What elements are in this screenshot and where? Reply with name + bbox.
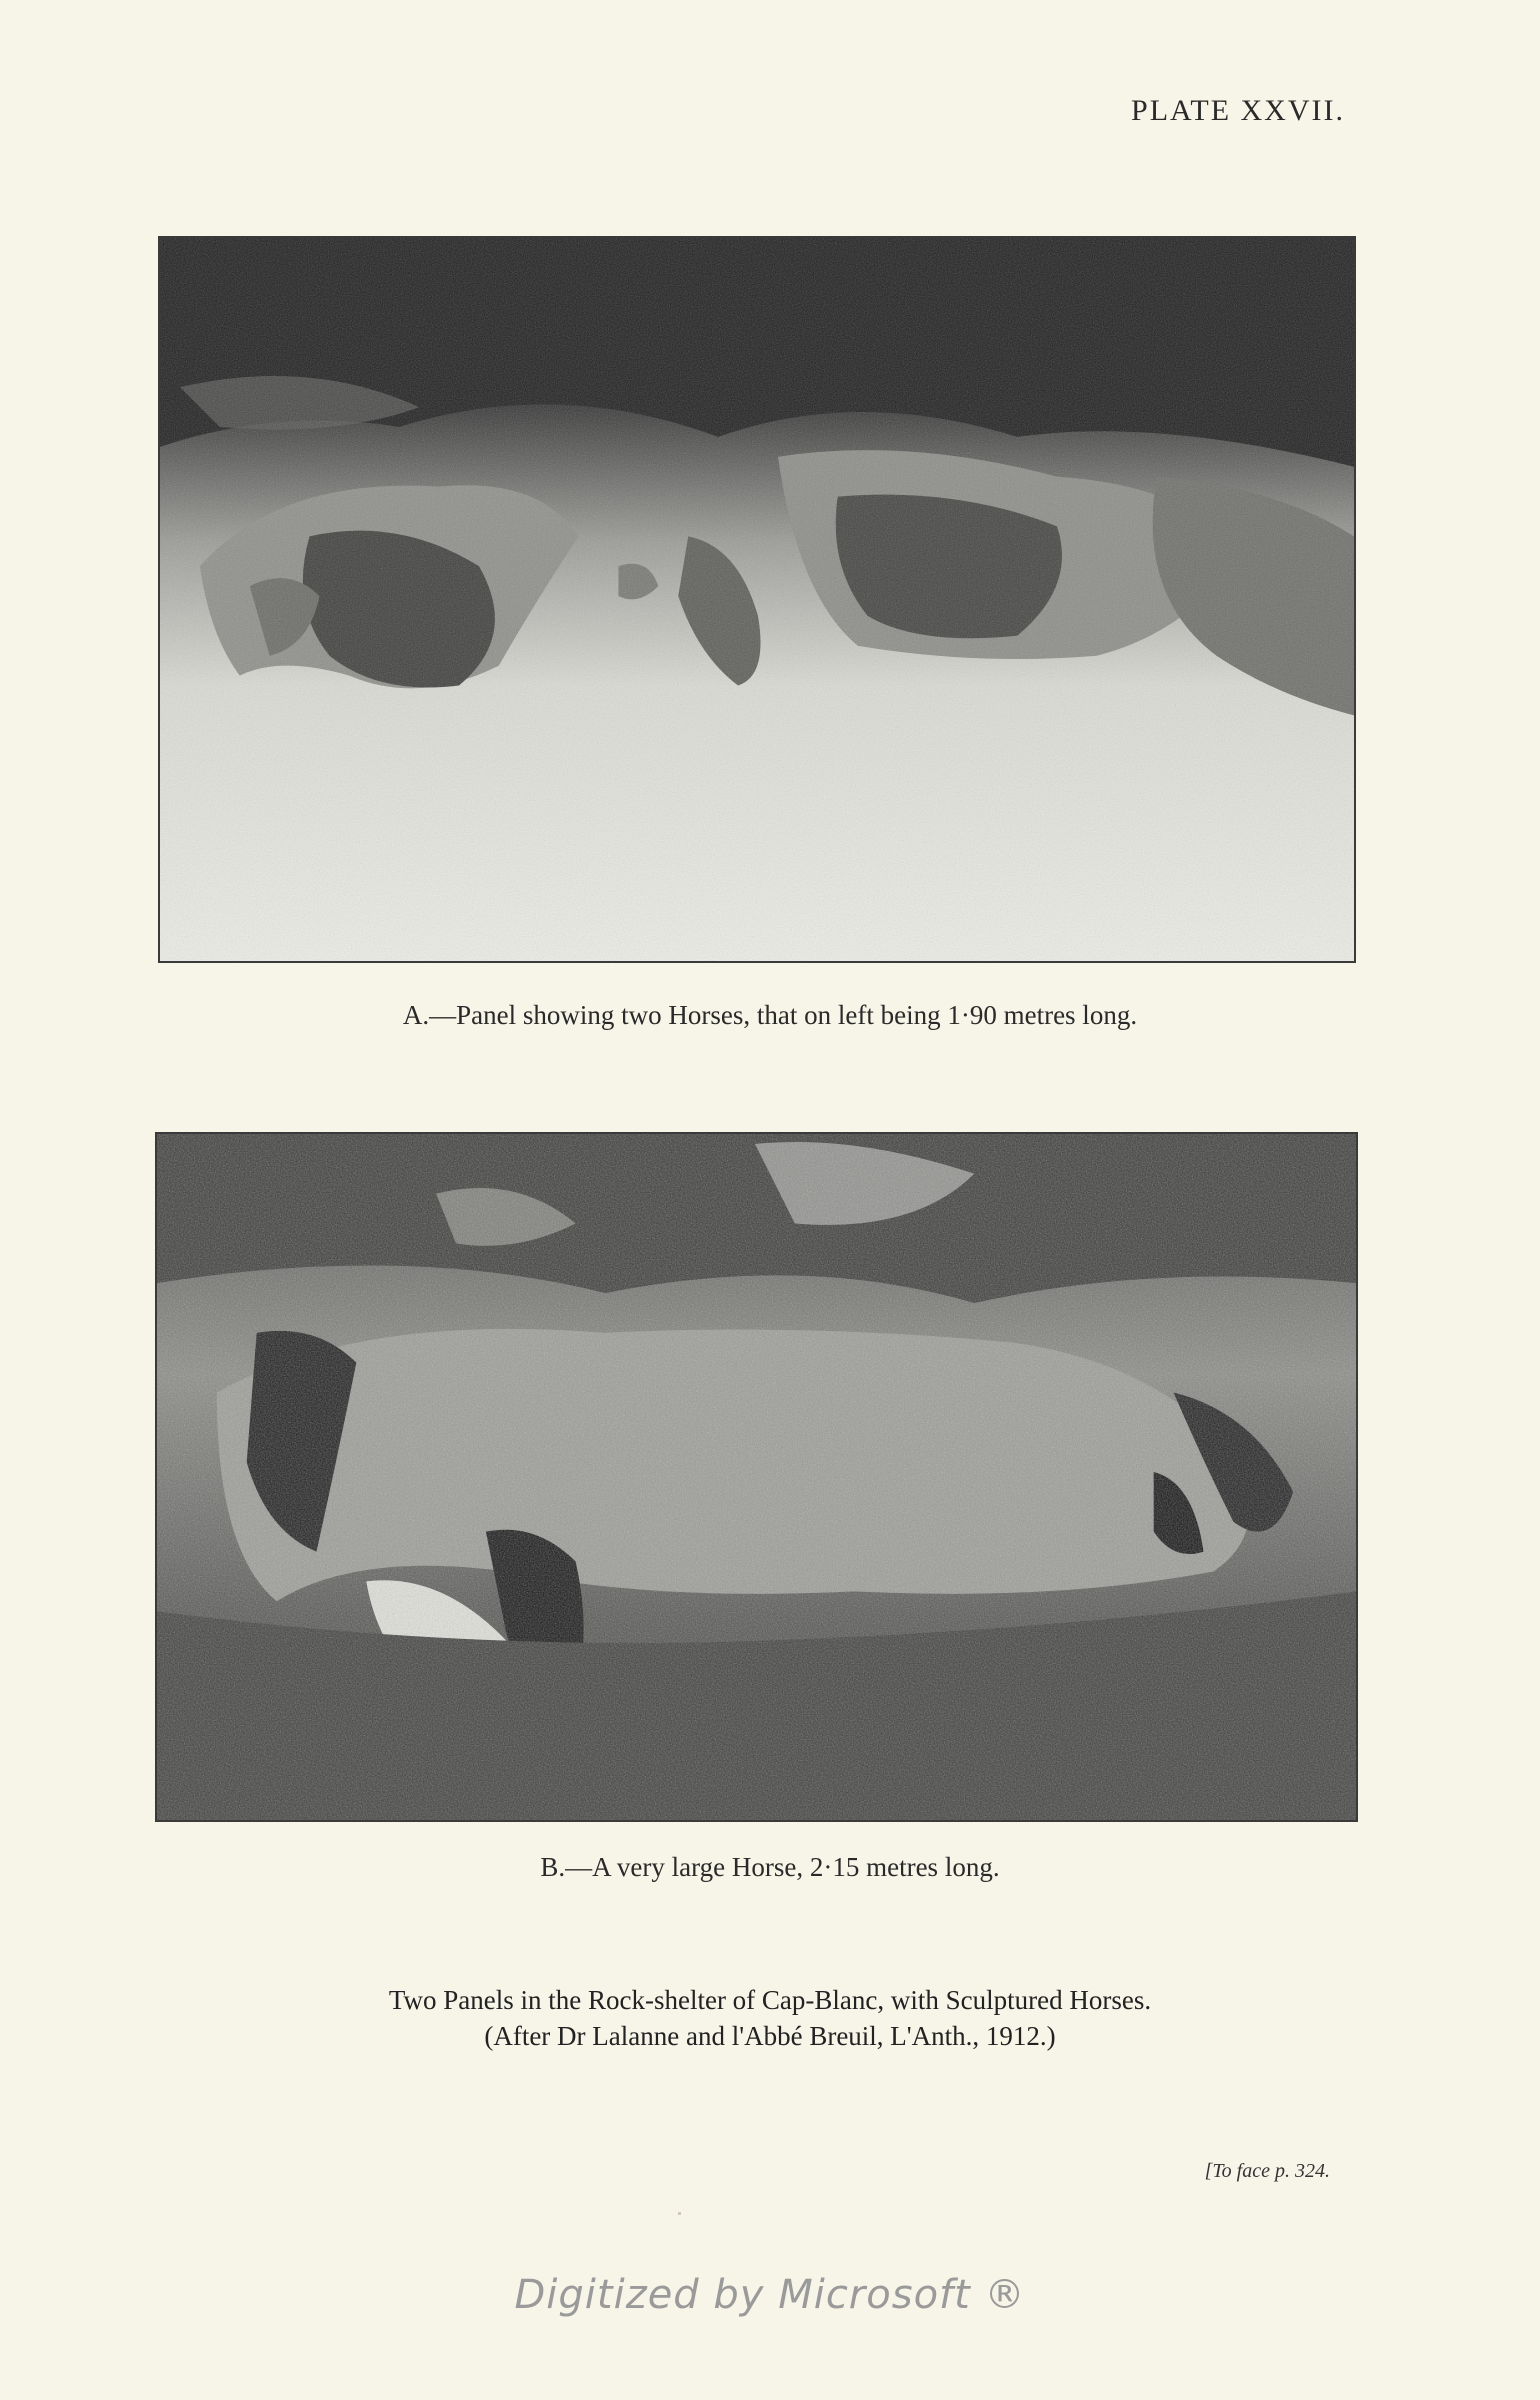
page-speck	[678, 2212, 681, 2215]
photo-b-image	[157, 1134, 1356, 1820]
plate-caption-line-1: Two Panels in the Rock-shelter of Cap-Blanc, with Sculptured Horses.	[388, 1985, 1152, 2015]
facing-page-note: [To face p. 324.	[1204, 2160, 1330, 2182]
figure-a-caption: A.—Panel showing two Horses, that on left being 1·90 metres long.	[402, 1000, 1138, 1030]
photo-a-image	[160, 238, 1354, 961]
photo-panel-b	[155, 1132, 1358, 1822]
plate-caption-line-2: (After Dr Lalanne and l'Abbé Breuil, L'Anth., 1912.)	[484, 2021, 1056, 2051]
plate-label: PLATE XXVII.	[1131, 94, 1345, 127]
figure-b-caption: B.—A very large Horse, 2·15 metres long.	[540, 1852, 1000, 1882]
digitization-watermark: Digitized by Microsoft ®	[514, 2272, 1026, 2318]
photo-panel-a	[158, 236, 1356, 963]
